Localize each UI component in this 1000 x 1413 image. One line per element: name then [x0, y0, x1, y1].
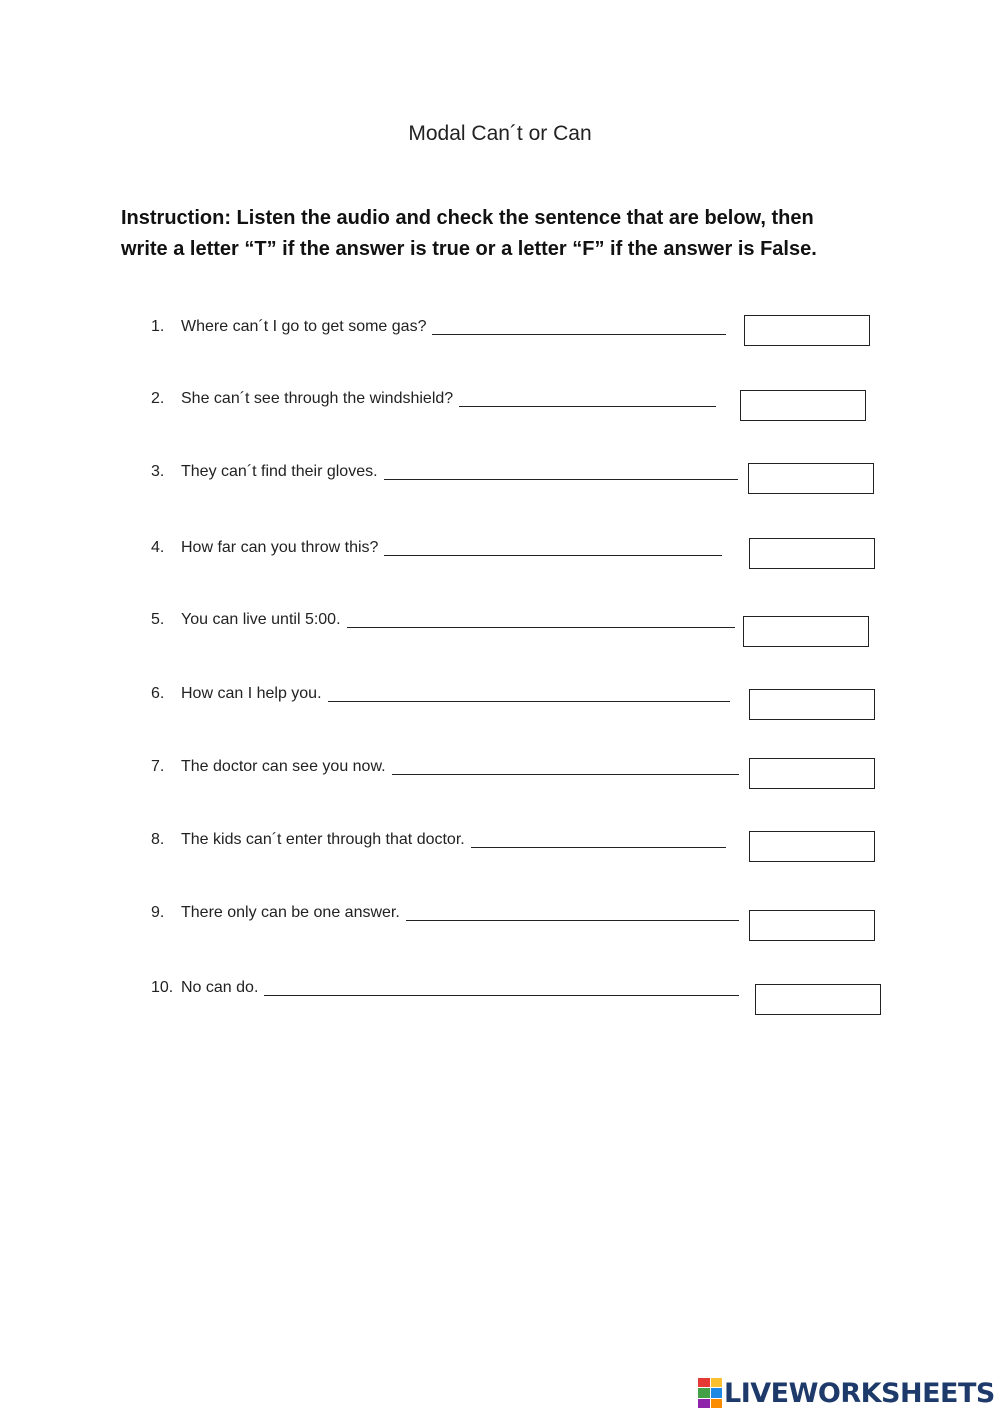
item-number: 3. [151, 463, 165, 480]
answer-line [392, 773, 739, 775]
list-item [151, 318, 726, 336]
answer-line [328, 700, 730, 702]
logo-mark-icon [698, 1378, 722, 1408]
answer-line [347, 626, 735, 628]
item-number: 4. [151, 539, 165, 556]
item-text: The kids can´t enter through that doctor. [181, 831, 465, 848]
liveworksheets-logo [698, 1376, 995, 1410]
item-number: 1. [151, 318, 165, 335]
answer-box-10[interactable] [755, 984, 881, 1015]
list-item [151, 463, 738, 481]
answer-line [264, 994, 739, 996]
list-item [151, 611, 735, 629]
item-text: How far can you throw this? [181, 539, 379, 556]
answer-box-2[interactable] [740, 390, 866, 421]
item-number: 7. [151, 758, 165, 775]
answer-line [432, 333, 726, 335]
answer-box-6[interactable] [749, 689, 875, 720]
answer-box-9[interactable] [749, 910, 875, 941]
list-item [151, 539, 722, 557]
item-number: 9. [151, 904, 165, 921]
item-number: 2. [151, 390, 165, 407]
answer-box-7[interactable] [749, 758, 875, 789]
answer-box-8[interactable] [749, 831, 875, 862]
item-text: She can´t see through the windshield? [181, 390, 454, 407]
list-item [151, 685, 730, 703]
item-number: 8. [151, 831, 165, 848]
answer-line [406, 919, 739, 921]
item-number: 6. [151, 685, 165, 702]
answer-line [471, 846, 726, 848]
worksheet-title: Modal Can´t or Can [408, 122, 592, 145]
item-text: Where can´t I go to get some gas? [181, 318, 427, 335]
list-item [151, 979, 739, 997]
list-item [151, 904, 739, 922]
answer-box-5[interactable] [743, 616, 869, 647]
list-item [151, 831, 726, 849]
answer-box-4[interactable] [749, 538, 875, 569]
answer-line [384, 478, 738, 480]
list-item [151, 390, 716, 408]
item-number: 10. [151, 979, 174, 996]
answer-box-1[interactable] [744, 315, 870, 346]
answer-line [459, 405, 716, 407]
instruction-text: Instruction: Listen the audio and check the sentence that are below, then write a letter “T” if the answer is true or a letter “F” if the answer is False. [121, 207, 817, 260]
item-text: They can´t find their gloves. [181, 463, 378, 480]
item-number: 5. [151, 611, 165, 628]
answer-box-3[interactable] [748, 463, 874, 494]
item-text: The doctor can see you now. [181, 758, 386, 775]
item-text: How can I help you. [181, 685, 322, 702]
logo-text: LIVEWORKSHEETS [724, 1377, 995, 1409]
item-text: No can do. [181, 979, 259, 996]
list-item [151, 758, 739, 776]
answer-line [384, 554, 722, 556]
item-text: There only can be one answer. [181, 904, 400, 921]
item-text: You can live until 5:00. [181, 611, 341, 628]
